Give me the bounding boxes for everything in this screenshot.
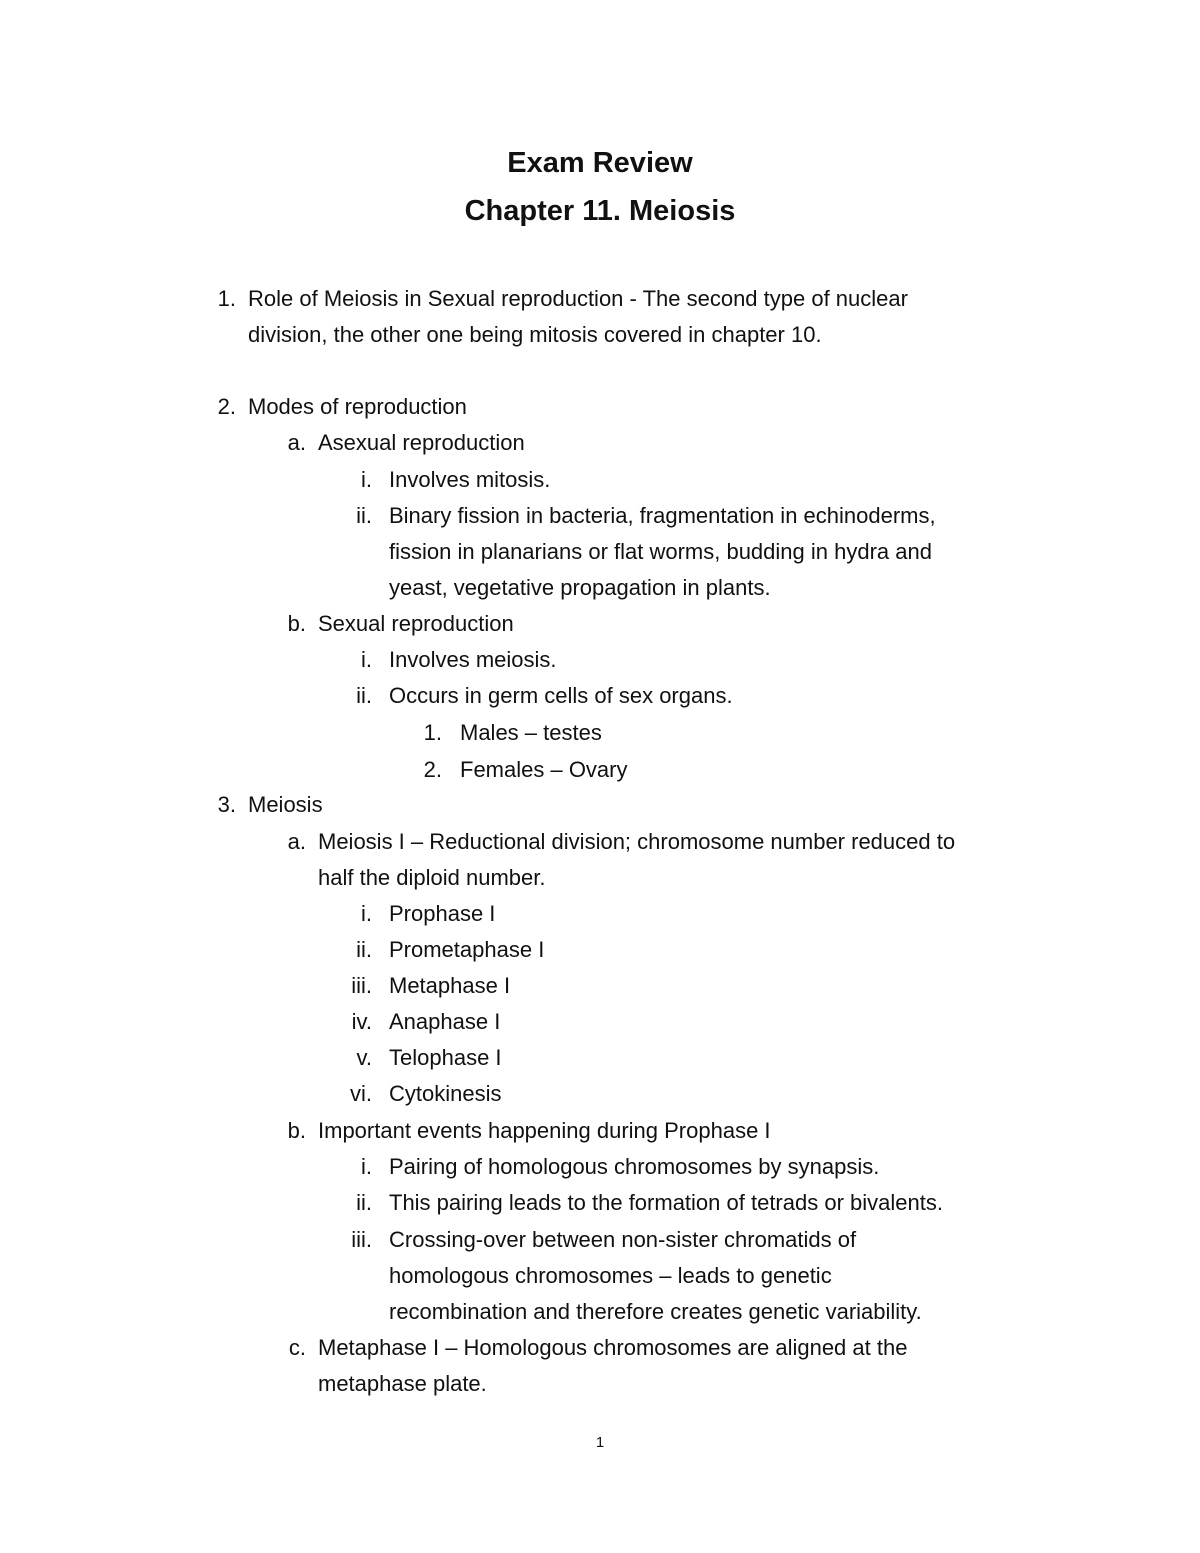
list-item-text: Telophase I (389, 1045, 502, 1070)
page-subtitle: Chapter 11. Meiosis (464, 195, 736, 227)
list-marker: ii. (356, 503, 372, 528)
list-item-text: Metaphase I (389, 973, 511, 998)
list-item-text: Important events happening during Prophase I (318, 1118, 771, 1143)
page-number: 1 (595, 1434, 605, 1451)
list-marker: 2. (423, 757, 442, 782)
list-marker: 1. (217, 286, 236, 311)
list-item-text: Sexual reproduction (318, 611, 514, 636)
list-item-text: Meiosis I – Reductional division; chromosome number reduced to (318, 829, 956, 854)
list-marker: i. (361, 1154, 372, 1179)
list-marker: i. (361, 647, 372, 672)
list-marker: iii. (351, 1227, 372, 1252)
list-marker: 1. (423, 720, 442, 745)
page-title: Exam Review (507, 147, 693, 179)
list-marker: ii. (356, 1190, 372, 1215)
list-item-text: Males – testes (460, 720, 602, 745)
list-item-text: recombination and therefore creates genetic variability. (389, 1299, 922, 1324)
list-item-text: Involves mitosis. (389, 467, 551, 492)
list-item-text: Meiosis (248, 792, 323, 817)
list-marker: c. (288, 1335, 306, 1360)
list-marker: a. (287, 829, 306, 854)
list-marker: a. (287, 430, 306, 455)
list-item-text: This pairing leads to the formation of tetrads or bivalents. (389, 1190, 943, 1215)
list-item-text: Prophase I (389, 901, 496, 926)
list-item-text: Role of Meiosis in Sexual reproduction - The second type of nuclear (248, 286, 908, 311)
list-marker: b. (287, 1118, 306, 1143)
list-marker: iv. (351, 1009, 372, 1034)
list-item-text: yeast, vegetative propagation in plants. (389, 575, 771, 600)
list-marker: b. (287, 611, 306, 636)
list-item-text: Anaphase I (389, 1009, 501, 1034)
list-item-text: fission in planarians or flat worms, budding in hydra and (389, 539, 932, 564)
list-item-text: Females – Ovary (460, 757, 628, 782)
list-item-text: Asexual reproduction (318, 430, 525, 455)
list-item-text: Pairing of homologous chromosomes by synapsis. (389, 1154, 880, 1179)
list-item-text: division, the other one being mitosis covered in chapter 10. (248, 322, 822, 347)
list-item-text: Prometaphase I (389, 937, 545, 962)
list-marker: 2. (217, 394, 236, 419)
list-item-text: Involves meiosis. (389, 647, 557, 672)
list-item-text: Cytokinesis (389, 1081, 502, 1106)
list-marker: 3. (217, 792, 236, 817)
list-item-text: homologous chromosomes – leads to genetic (389, 1263, 832, 1288)
list-marker: i. (361, 901, 372, 926)
list-item-text: Crossing-over between non-sister chromatids of (389, 1227, 857, 1252)
list-item-text: Modes of reproduction (248, 394, 467, 419)
list-marker: vi. (350, 1081, 372, 1106)
list-item-text: metaphase plate. (318, 1371, 487, 1396)
list-marker: i. (361, 467, 372, 492)
list-item-text: half the diploid number. (318, 865, 546, 890)
list-item-text: Occurs in germ cells of sex organs. (389, 683, 733, 708)
list-item-text: Metaphase I – Homologous chromosomes are aligned at the (318, 1335, 908, 1360)
list-marker: ii. (356, 937, 372, 962)
list-marker: ii. (356, 683, 372, 708)
list-marker: v. (356, 1045, 372, 1070)
list-item-text: Binary fission in bacteria, fragmentation in echinoderms, (389, 503, 936, 528)
list-marker: iii. (351, 973, 372, 998)
